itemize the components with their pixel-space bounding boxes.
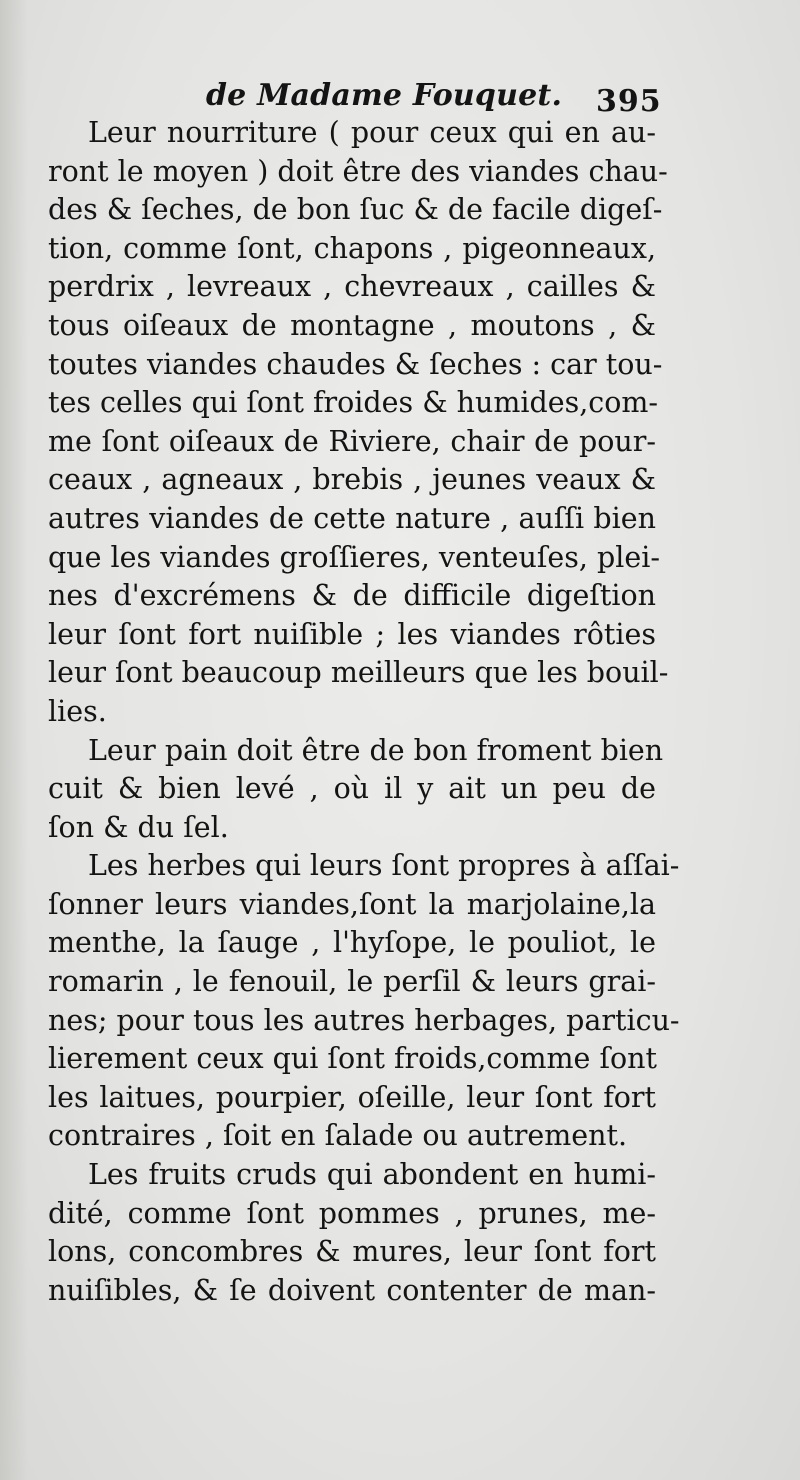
text-line: Leur nourriture ( pour ceux qui en au- <box>88 116 656 149</box>
text-line: contraires , ſoit en ſalade ou autrement. <box>48 1119 628 1153</box>
text-line: menthe, la ſauge , l'hyſope, le pouliot, le <box>48 926 656 960</box>
text-line: lons, concombres & mures, leur ſont fort <box>48 1235 656 1269</box>
text-line: lierement ceux qui ſont froids,comme ſont <box>48 1042 657 1076</box>
text-line: ront le moyen ) doit être des viandes chau- <box>48 154 668 188</box>
text-line: leur ſont beaucoup meilleurs que les bouil- <box>48 656 669 690</box>
text-line: les laitues, pourpier, oſeille, leur ſont fort <box>48 1080 656 1114</box>
text-line: ſon & du ſel. <box>48 810 229 844</box>
text-line: tion, comme ſont, chapons , pigeonneaux, <box>48 231 656 265</box>
text-line: nuiſibles, & ſe doivent contenter de man- <box>48 1273 656 1307</box>
text-line: ceaux , agneaux , brebis , jeunes veaux & <box>48 463 656 497</box>
text-line: des & ſeches, de bon ſuc & de facile digeſ- <box>48 193 663 227</box>
text-line: nes d'excrémens & de difficile digeſtion <box>48 579 656 613</box>
running-head: de Madame Fouquet. <box>206 78 563 113</box>
text-line: ſonner leurs viandes,ſont la marjolaine,la <box>48 887 656 921</box>
text-line: leur ſont fort nuiſible ; les viandes rôties <box>48 617 656 651</box>
text-line: que les viandes groſſieres, venteuſes, plei- <box>48 540 661 574</box>
text-line: tous oiſeaux de montagne , moutons , & <box>48 308 656 342</box>
text-line: lies. <box>48 694 107 728</box>
text-line: cuit & bien levé , où il y ait un peu de <box>48 772 656 806</box>
page-number: 395 <box>596 84 662 119</box>
text-line: romarin , le fenouil, le perſil & leurs grai- <box>48 965 656 999</box>
text-line: tes celles qui ſont froides & humides,com- <box>48 386 659 420</box>
text-line: dité, comme ſont pommes , prunes, me- <box>48 1196 656 1230</box>
text-line: perdrix , levreaux , chevreaux , cailles & <box>48 270 656 304</box>
text-line: autres viandes de cette nature , auſſi bien <box>48 501 656 535</box>
text-line: Leur pain doit être de bon froment bien <box>88 733 664 767</box>
text-line: me ſont oiſeaux de Riviere, chair de pour- <box>48 424 656 458</box>
body-text <box>48 114 680 1310</box>
text-line: nes; pour tous les autres herbages, particu- <box>48 1003 680 1037</box>
text-line: Les herbes qui leurs ſont propres à aſſai- <box>88 849 680 883</box>
text-line: Les fruits cruds qui abondent en humi- <box>88 1158 656 1192</box>
text-line: toutes viandes chaudes & ſeches : car tou- <box>48 347 663 381</box>
